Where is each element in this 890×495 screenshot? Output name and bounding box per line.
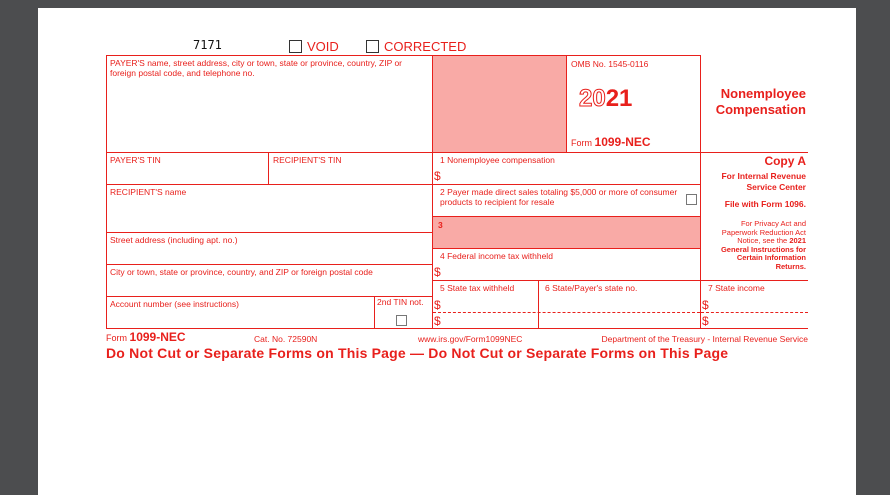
notice-line4: General Instructions for xyxy=(720,244,806,254)
street-address-label: Street address (including apt. no.) xyxy=(110,235,238,245)
footer-form-prefix: Form xyxy=(106,333,127,343)
notice-line6: Returns. xyxy=(775,261,806,271)
tax-year xyxy=(579,86,632,112)
omb-form-id: 1099-NEC xyxy=(594,135,651,149)
corrected-label: CORRECTED xyxy=(384,39,467,54)
footer-department: Department of the Treasury - Internal Revenue Service xyxy=(601,334,808,344)
omb-form-prefix: Form xyxy=(571,138,592,148)
box5-dollar-1: $ xyxy=(434,298,441,312)
copy-a-line2: Service Center xyxy=(746,182,806,192)
privacy-notice xyxy=(702,220,806,271)
box7-dollar-2: $ xyxy=(702,314,709,328)
notice-line1: For Privacy Act and xyxy=(740,219,806,228)
copy-a-title: Copy A xyxy=(764,154,806,168)
account-number-label: Account number (see instructions) xyxy=(110,299,239,309)
copy-a-line1: For Internal Revenue xyxy=(721,171,806,181)
year-prefix: 20 xyxy=(579,85,606,112)
void-checkbox[interactable] xyxy=(289,40,302,53)
box7-label: 7 State income xyxy=(708,283,765,293)
box5-dollar-2: $ xyxy=(434,314,441,328)
title-line-1: Nonemployee xyxy=(720,86,806,101)
box4-label: 4 Federal income tax withheld xyxy=(440,251,553,261)
shaded-box-3 xyxy=(432,216,700,248)
recipient-name-label: RECIPIENT'S name xyxy=(110,187,187,197)
footer-form-name xyxy=(106,331,186,345)
form-code: 7171 xyxy=(193,38,222,52)
notice-line5: Certain Information xyxy=(736,253,806,262)
omb-form-name xyxy=(571,136,651,149)
box2-label: 2 Payer made direct sales totaling $5,000 or more of consumer products to recipient for resale xyxy=(440,187,678,207)
omb-number: OMB No. 1545-0116 xyxy=(571,59,649,69)
box5-label: 5 State tax withheld xyxy=(440,283,515,293)
notice-line3-text: Notice, see the xyxy=(737,236,790,245)
footer-form-id: 1099-NEC xyxy=(129,330,186,344)
form-page xyxy=(38,8,856,495)
shaded-omb-area xyxy=(432,56,566,152)
box1-dollar: $ xyxy=(434,169,441,183)
notice-year: 2021 xyxy=(789,236,806,245)
corrected-checkbox[interactable] xyxy=(366,40,379,53)
form-title xyxy=(700,86,806,118)
year-suffix: 21 xyxy=(605,85,633,112)
second-tin-label: 2nd TIN not. xyxy=(377,297,424,307)
box2-checkbox[interactable] xyxy=(686,194,697,205)
box6-label: 6 State/Payer's state no. xyxy=(545,283,638,293)
box3-label: 3 xyxy=(438,220,443,230)
footer-url: www.irs.gov/Form1099NEC xyxy=(418,334,523,344)
payer-block-label: PAYER'S name, street address, city or town, state or province, country, ZIP or foreign postal code, and telephone no. xyxy=(110,58,403,78)
notice-line2: Paperwork Reduction Act xyxy=(721,227,806,237)
footer-cat-no: Cat. No. 72590N xyxy=(254,334,318,344)
box4-dollar: $ xyxy=(434,265,441,279)
void-label: VOID xyxy=(307,39,339,54)
copy-a-line3: File with Form 1096. xyxy=(724,199,806,209)
recipient-tin-label: RECIPIENT'S TIN xyxy=(273,155,342,165)
second-tin-checkbox[interactable] xyxy=(396,315,407,326)
copy-a-block xyxy=(702,154,806,210)
city-label: City or town, state or province, country, and ZIP or foreign postal code xyxy=(110,267,373,277)
payer-tin-label: PAYER'S TIN xyxy=(110,155,161,165)
box7-dollar-1: $ xyxy=(702,298,709,312)
do-not-cut-warning: Do Not Cut or Separate Forms on This Page — Do Not Cut or Separate Forms on This Page xyxy=(106,345,729,361)
title-line-2: Compensation xyxy=(715,102,806,117)
box1-label: 1 Nonemployee compensation xyxy=(440,155,555,165)
